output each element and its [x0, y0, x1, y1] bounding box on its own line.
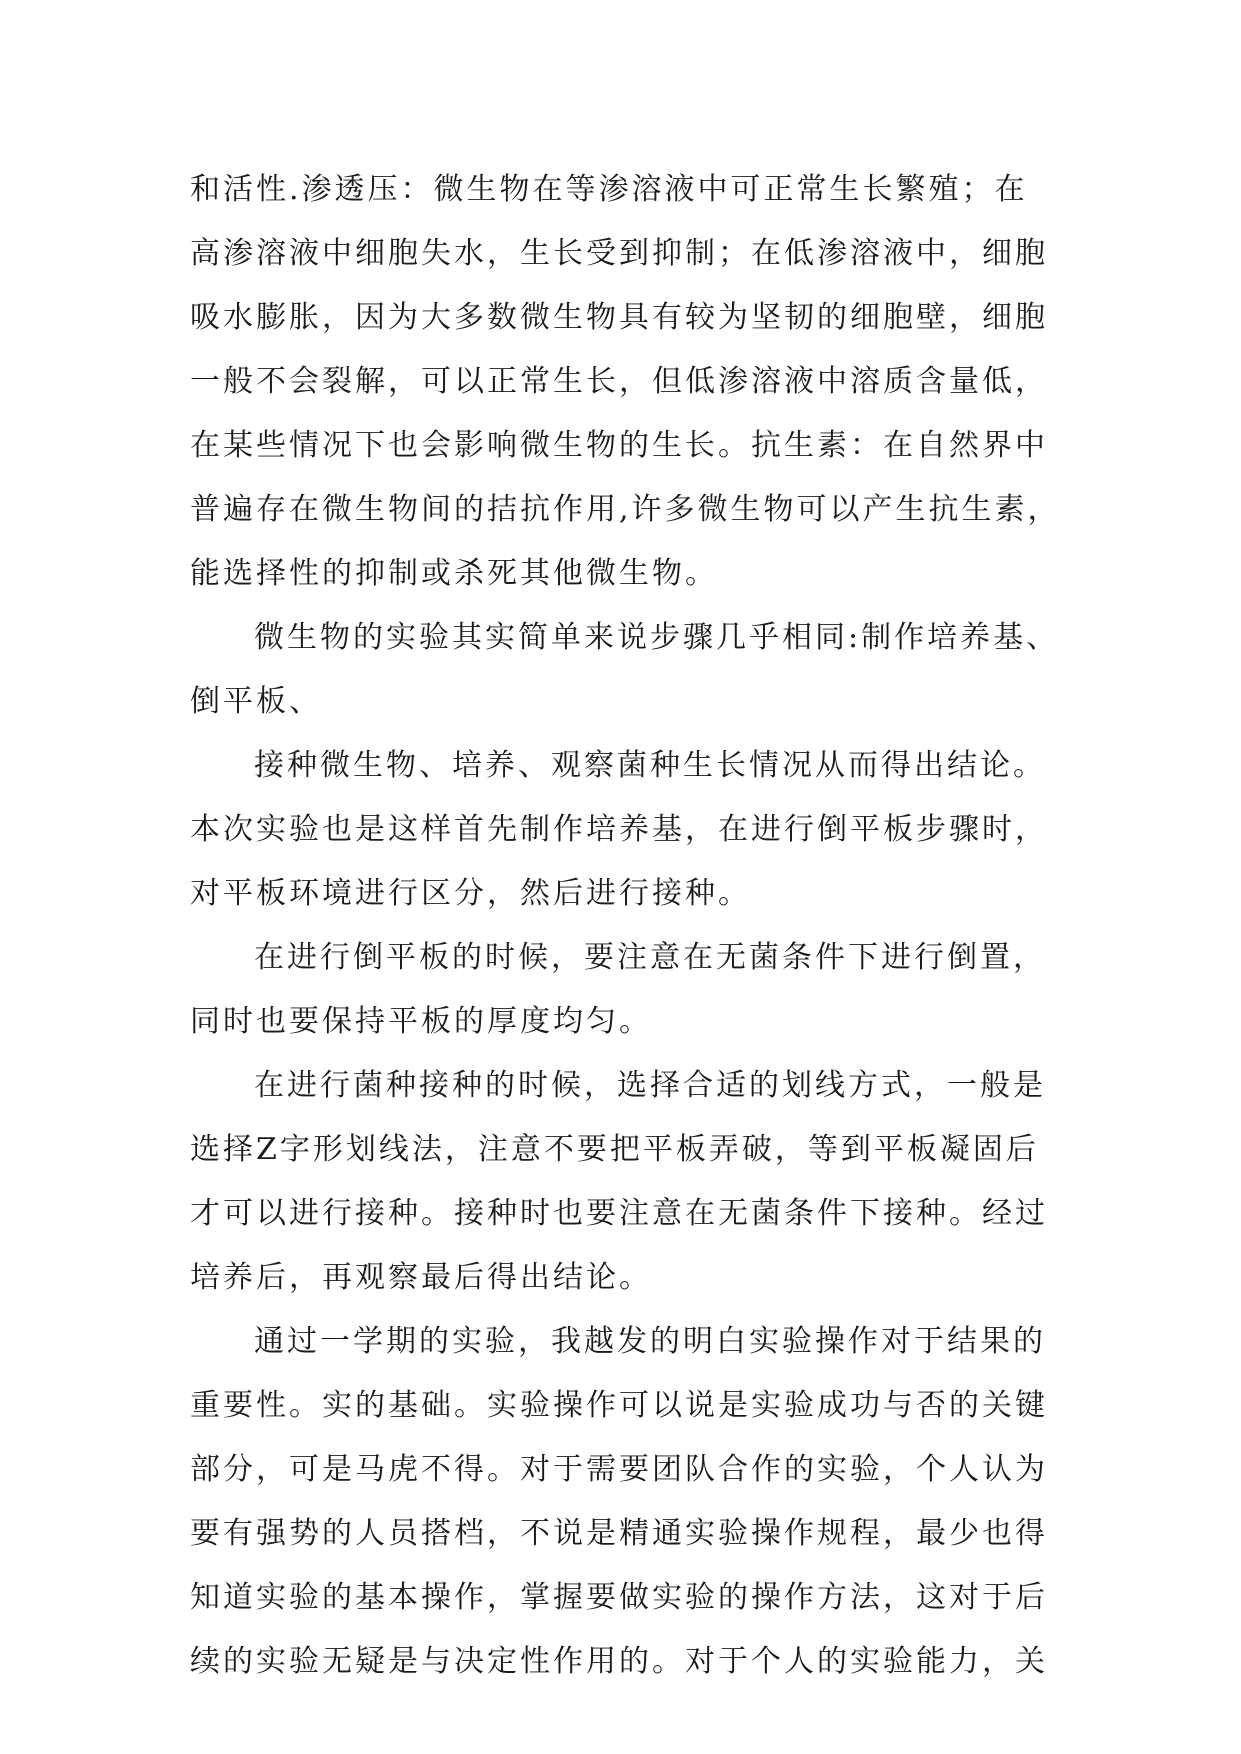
text-line: 培养后，再观察最后得出结论。: [190, 1260, 652, 1295]
text-line: 能选择性的抑制或杀死其他微生物。: [190, 556, 718, 591]
text-line: 普遍存在微生物间的拮抗作用,许多微生物可以产生抗生素，: [190, 492, 1061, 527]
text-line: 续的实验无疑是与决定性作用的。对于个人的实验能力，关: [190, 1644, 1048, 1679]
paragraph-start-line: 接种微生物、培养、观察菌种生长情况从而得出结论。: [254, 748, 1046, 783]
paragraph-start-line: 在进行倒平板的时候，要注意在无菌条件下进行倒置，: [254, 940, 1046, 975]
paragraph-start-line: 通过一学期的实验，我越发的明白实验操作对于结果的: [254, 1324, 1046, 1359]
body-text: [190, 158, 1070, 1694]
text-line: 一般不会裂解，可以正常生长，但低渗溶液中溶质含量低，: [190, 364, 1048, 399]
text-line: 在某些情况下也会影响微生物的生长。抗生素：在自然界中: [190, 428, 1048, 463]
text-line: 才可以进行接种。接种时也要注意在无菌条件下接种。经过: [190, 1196, 1048, 1231]
paragraph-start-line: 微生物的实验其实简单来说步骤几乎相同:制作培养基、: [254, 620, 1060, 655]
text-line: 高渗溶液中细胞失水，生长受到抑制；在低渗溶液中，细胞: [190, 236, 1048, 271]
text-line: 倒平板、: [190, 684, 322, 719]
text-line: 选择Z字形划线法，注意不要把平板弄破，等到平板凝固后: [190, 1132, 1039, 1167]
text-line: 部分，可是马虎不得。对于需要团队合作的实验，个人认为: [190, 1452, 1048, 1487]
text-line: 知道实验的基本操作，掌握要做实验的操作方法，这对于后: [190, 1580, 1048, 1615]
text-line: 对平板环境进行区分，然后进行接种。: [190, 876, 751, 911]
text-line: 吸水膨胀，因为大多数微生物具有较为坚韧的细胞壁，细胞: [190, 300, 1048, 335]
paragraph-start-line: 在进行菌种接种的时候，选择合适的划线方式，一般是: [254, 1068, 1046, 1103]
text-line: 本次实验也是这样首先制作培养基，在进行倒平板步骤时，: [190, 812, 1048, 847]
text-line: 和活性.渗透压：微生物在等渗溶液中可正常生长繁殖；在: [190, 172, 1028, 207]
text-line: 同时也要保持平板的厚度均匀。: [190, 1004, 652, 1039]
text-line: 重要性。实的基础。实验操作可以说是实验成功与否的关键: [190, 1388, 1048, 1423]
text-line: 要有强势的人员搭档，不说是精通实验操作规程，最少也得: [190, 1516, 1048, 1551]
